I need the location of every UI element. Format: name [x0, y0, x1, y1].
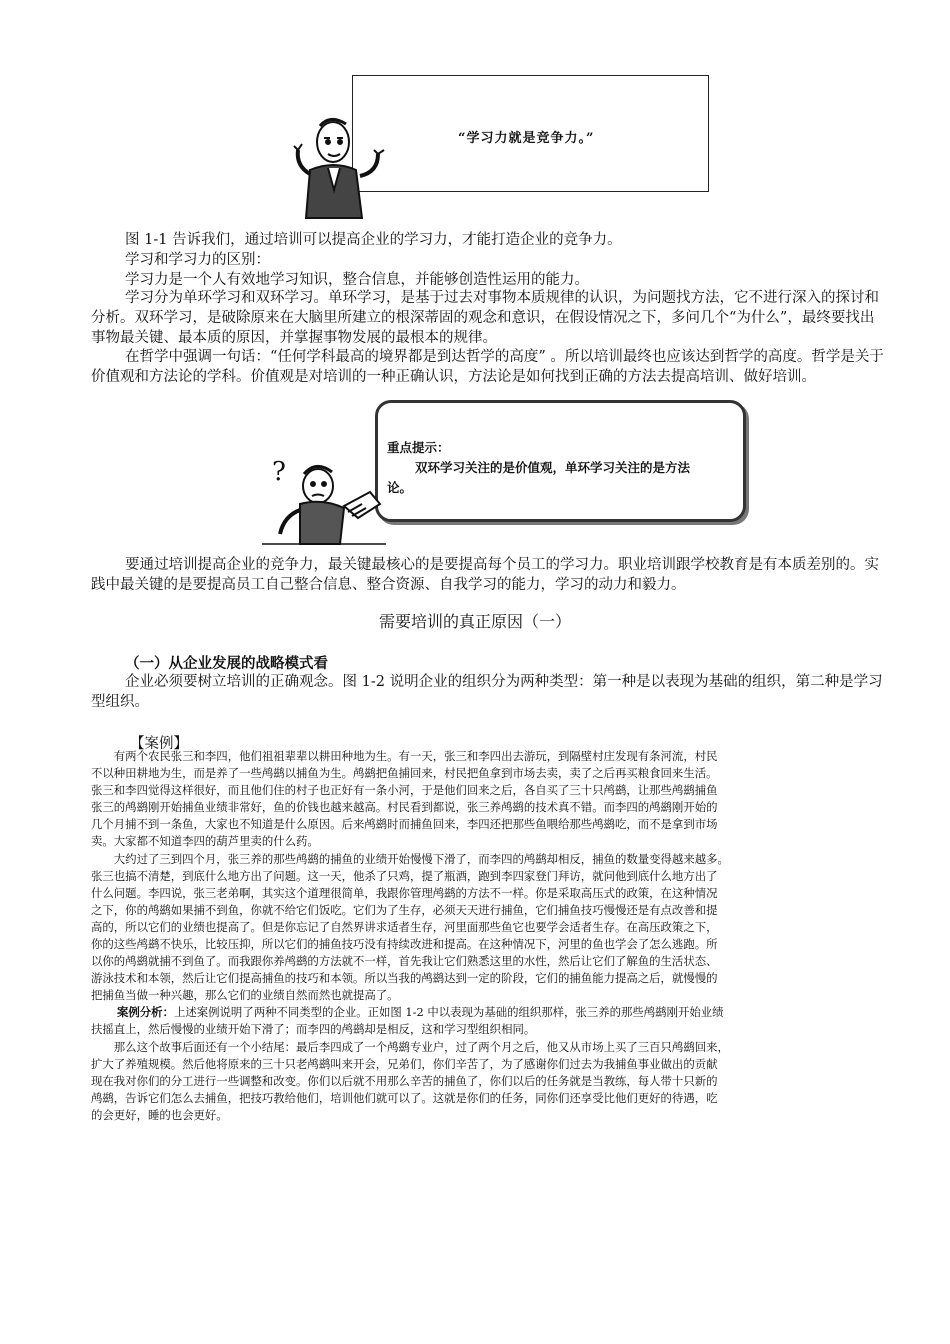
case-line: 以你的鸬鹚就捕不到鱼了。而我跟你养鸬鹚的方法就不一样，首先我让它们熟悉这里的水性，然后让它们了解鱼的生活状态、: [91, 954, 718, 968]
case-line: 卖。大家都不知道李四的葫芦里卖的什么药。: [91, 834, 319, 848]
case-ending-line: 扩大了养殖规模。然后他将原来的三十只老鸬鹚叫来开会，兄弟们，你们辛苦了，为了感谢你们过去为我捕鱼事业做出的贡献: [91, 1057, 718, 1071]
case-line: 不以种田耕地为生，而是养了一些鸬鹚以捕鱼为生。鸬鹚把鱼捕回来，村民把鱼拿到市场去卖，卖了之后再买粮食回来生活。: [91, 766, 718, 780]
case-ending-line: 现在我对你们的分工进行一些调整和改变。你们以后就不用那么辛苦的捕鱼了，你们以后的任务就是当教练，每人带十只新的: [91, 1074, 718, 1088]
case-line: 大约过了三到四个月，张三养的那些鸬鹚的捕鱼的业绩开始慢慢下滑了，而李四的鸬鹚却相反，捕鱼的数量变得越来越多。: [91, 852, 729, 866]
case-line: 张三和李四觉得这样很好，而且他们住的村子也正好有一条小河，于是他们回来之后，各自买了三十只鸬鹚，让那些鸬鹚捕鱼: [91, 783, 718, 797]
case-ending-line: 的会更好，睡的也会更好。: [91, 1108, 228, 1122]
case-line: 游泳技术和本领，然后让它们提高捕鱼的技巧和本领。所以当我的鸬鹚达到一定的阶段，它们的捕鱼能力提高之后，就慢慢的: [91, 971, 718, 985]
case-label: 【案例】: [130, 736, 188, 752]
confused-man-cartoon-icon: [258, 452, 390, 548]
case-line: 张三的鸬鹚刚开始捕鱼业绩非常好，鱼的价钱也越来越高。村民看到都说，张三养鸬鹚的技术真不错。而李四的鸬鹚刚开始的: [91, 800, 718, 814]
case-line: 什么问题。李四说，张三老弟啊，其实这个道理很简单，我跟你管理鸬鹚的方法不一样。你是采取高压式的政策，在这种情况: [91, 886, 718, 900]
subsection-title: （一）从企业发展的战略模式看: [125, 656, 328, 672]
svg-text:?: ?: [272, 457, 286, 487]
tip-label: 重点提示：: [387, 440, 450, 455]
intro-line-2: 学习和学习力的区别：: [125, 252, 270, 268]
tip-text-line-1: 双环学习关注的是价值观，单环学习关注的是方法: [415, 460, 691, 475]
case-line: 有两个农民张三和李四，他们祖祖辈辈以耕田种地为生。有一天，张三和李四出去游玩，到隔壁村庄发现有条河流，村民: [91, 749, 718, 763]
paragraph-competitiveness: 要通过培训提高企业的竞争力，最关键最核心的是要提高每个员工的学习力。职业培训跟学校教育是有本质差别的。实践中最关键的是要提高员工自己整合信息、整合资源、自我学习的能力，学习的动力和毅力。: [91, 557, 879, 593]
intro-line-1: 图 1-1 告诉我们，通过培训可以提高企业的学习力，才能打造企业的竞争力。: [125, 232, 622, 248]
thinking-man-cartoon-icon: [288, 112, 388, 220]
case-line: 高的，所以它们的业绩也提高了。但是你忘记了自然界讲求适者生存，河里面那些鱼它也要学会适者生存。在高压政策之下，: [91, 920, 718, 934]
case-analysis-text: 上述案例说明了两种不同类型的企业。正如图 1-2 中以表现为基础的组织那样，张三养的那些鸬鹚刚开始业绩: [173, 1005, 724, 1019]
case-analysis-line-2: 扶摇直上，然后慢慢的业绩开始下滑了；而李四的鸬鹚却是相反，这和学习型组织相同。: [91, 1022, 536, 1036]
case-line: 你的这些鸬鹚不快乐，比较压抑，所以它们的捕鱼技巧没有持续改进和提高。在这种情况下，河里的鱼也学会了怎么逃跑。所: [91, 937, 718, 951]
section-title: 需要培训的真正原因（一）: [378, 612, 571, 631]
case-ending-line: 那么这个故事后面还有一个小结尾：最后李四成了一个鸬鹚专业户，过了两个月之后，他又从市场上买了三百只鸬鹚回来，: [91, 1040, 729, 1054]
figure1-quote: “学习力就是竞争力。”: [458, 131, 595, 146]
case-ending-line: 鸬鹚，告诉它们怎么去捕鱼，把技巧教给他们，培训他们就可以了。这就是你们的任务，同你们还享受比他们更好的待遇，吃: [91, 1091, 718, 1105]
case-line: 几个月捕不到一条鱼，大家也不知道是什么原因。后来鸬鹚时而捕鱼回来，李四还把那些鱼喂给那些鸬鹚吃，而不是拿到市场: [91, 817, 718, 831]
tip-text-line-2: 论。: [387, 480, 413, 495]
case-line: 张三也搞不清楚，到底什么地方出了问题。这一天，他杀了只鸡，提了瓶酒，跑到李四家登门拜访，就问他到底什么地方出了: [91, 869, 718, 883]
case-analysis-line: [117, 1004, 724, 1020]
paragraph-philosophy: 在哲学中强调一句话：“任何学科最高的境界都是到达哲学的高度” 。所以培训最终也应该达到哲学的高度。哲学是关于价值观和方法论的学科。价值观是对培训的一种正确认识，方法论是如何找到正确的方法去提高培训、做好培训。: [91, 349, 884, 385]
paragraph-learning-types: 学习分为单环学习和双环学习。单环学习，是基于过去对事物本质规律的认识，为问题找方法，它不进行深入的探讨和分析。双环学习，是破除原来在大脑里所建立的根深蒂固的观念和意识，在假设情况之下，多问几个“为什么”，最终要找出事物最关键、最本质的原因，并掌握事物发展的最根本的规律。: [91, 290, 879, 346]
case-line: 之下，你的鸬鹚如果捕不到鱼，你就不给它们饭吃。它们为了生存，必须天天进行捕鱼，它们捕鱼技巧慢慢还是有点改善和提: [91, 903, 718, 917]
paragraph-organization-types: 企业必须要树立培训的正确观念。图 1-2 说明企业的组织分为两种类型：第一种是以表现为基础的组织，第二种是学习型组织。: [91, 674, 883, 710]
intro-line-3: 学习力是一个人有效地学习知识，整合信息，并能够创造性运用的能力。: [125, 272, 589, 288]
case-line: 把捕鱼当做一种兴趣，那么它们的业绩自然而然也就提高了。: [91, 988, 399, 1002]
case-analysis-label: 案例分析：: [117, 1005, 174, 1019]
